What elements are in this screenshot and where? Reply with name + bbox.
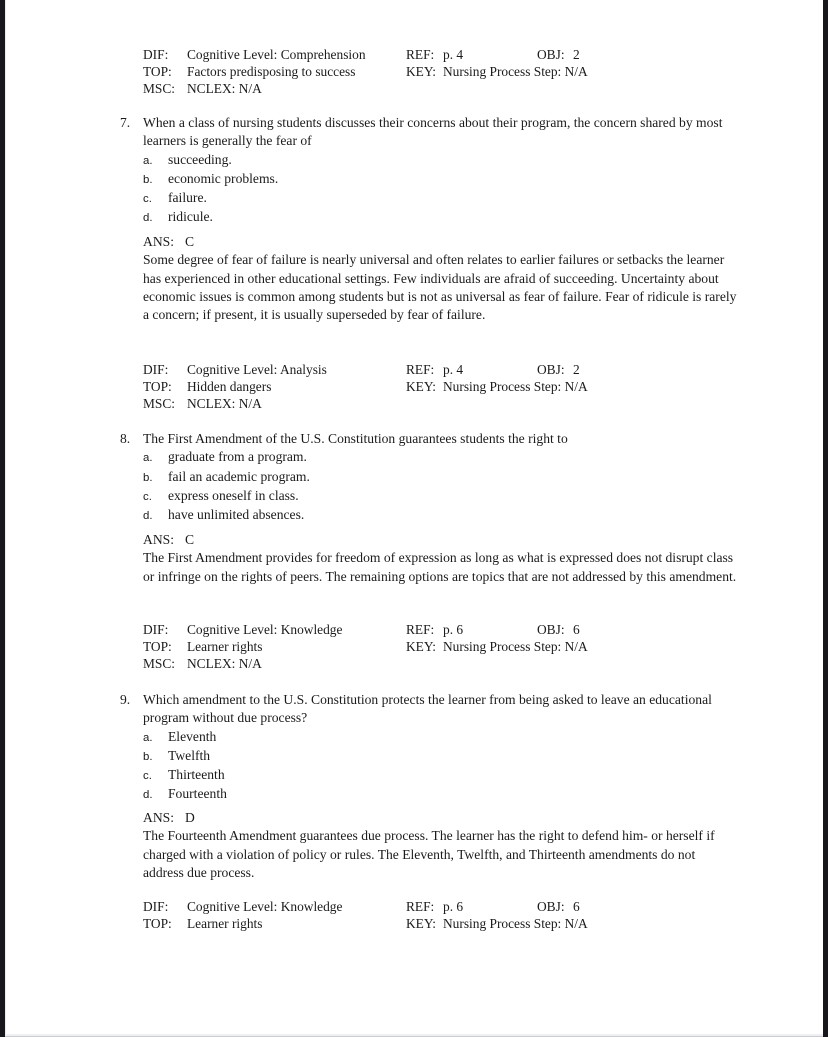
msc-label: MSC:	[143, 656, 176, 672]
option-text: Fourteenth	[168, 786, 227, 802]
answer-option	[143, 487, 739, 506]
ans-label: ANS:	[143, 810, 174, 825]
question-stem: When a class of nursing students discusses their concerns about their program, the concern shared by most learners is generally the fear of	[143, 115, 723, 149]
top-label: TOP:	[143, 916, 172, 932]
metadata-line	[143, 639, 828, 656]
metadata-line	[143, 622, 828, 639]
answer-line	[143, 809, 739, 827]
ref-label: REF:	[406, 362, 435, 377]
option-text: have unlimited absences.	[168, 507, 305, 523]
key-label: KEY:	[406, 639, 437, 655]
option-text: express oneself in class.	[168, 487, 299, 503]
answer-option	[143, 766, 739, 785]
msc-label: MSC:	[143, 81, 176, 97]
question-8	[0, 430, 828, 525]
rationale: The First Amendment provides for freedom of expression as long as what is expressed does not disrupt class or infringe on the rights of peers. The remaining options are topics that are not addressed by this amendment.	[143, 550, 737, 584]
option-text: Thirteenth	[168, 767, 225, 783]
metadata-line	[143, 47, 828, 64]
obj-label: OBJ:	[537, 47, 565, 62]
ref-value: p. 4	[443, 47, 464, 62]
answer-option	[143, 747, 739, 766]
dif-label: DIF:	[143, 47, 169, 62]
answer-line	[143, 531, 739, 549]
question-8-answer	[143, 531, 739, 586]
obj-value: 2	[573, 47, 580, 62]
ans-label: ANS:	[143, 532, 174, 547]
option-letter: b.	[143, 173, 153, 186]
ref-label: REF:	[406, 622, 435, 637]
answer-option	[143, 151, 739, 170]
answer-option	[143, 785, 739, 804]
dif-value: Cognitive Level: Knowledge	[187, 899, 343, 914]
metadata-line	[143, 916, 828, 933]
answer-line	[143, 233, 739, 251]
option-letter: d.	[143, 212, 153, 225]
question-9-answer	[143, 809, 739, 882]
answer-option	[143, 728, 739, 747]
metadata-line	[143, 656, 828, 673]
key-value: Nursing Process Step: N/A	[443, 639, 588, 655]
option-text: economic problems.	[168, 170, 279, 186]
metadata-line	[143, 81, 828, 98]
rationale: Some degree of fear of failure is nearly universal and often relates to earlier failures or setbacks the learner has experienced in other educational settings. Few individuals are afraid of succeeding. Uncertainty about economic issues is common among students but is not as universal as fear of failure. Fear of ridicule is rarely a concern; if present, it is usually superseded by fear of failure.	[143, 252, 737, 323]
dif-value: Cognitive Level: Knowledge	[187, 622, 343, 637]
question-6-metadata	[0, 47, 828, 99]
ans-value: C	[185, 532, 195, 547]
answer-option	[143, 506, 739, 525]
question-7	[0, 114, 828, 228]
ans-label: ANS:	[143, 234, 174, 249]
msc-value: NCLEX: N/A	[187, 81, 262, 97]
rationale: The Fourteenth Amendment guarantees due process. The learner has the right to defend him- or herself if charged with a violation of policy or rules. The Eleventh, Twelfth, and Thirteenth amendments do not address due process.	[143, 828, 715, 880]
msc-label: MSC:	[143, 396, 176, 412]
question-stem: The First Amendment of the U.S. Constitution guarantees students the right to	[143, 431, 568, 446]
dif-label: DIF:	[143, 622, 169, 637]
top-value: Factors predisposing to success	[187, 64, 356, 80]
ref-label: REF:	[406, 899, 435, 914]
key-value: Nursing Process Step: N/A	[443, 916, 588, 932]
key-value: Nursing Process Step: N/A	[443, 379, 588, 395]
question-7-metadata	[0, 362, 828, 414]
option-text: graduate from a program.	[168, 449, 307, 465]
question-8-metadata	[0, 622, 828, 674]
answer-option	[143, 170, 739, 189]
answer-option	[143, 448, 739, 467]
dif-label: DIF:	[143, 899, 169, 914]
answer-option	[143, 208, 739, 227]
option-text: succeeding.	[168, 151, 232, 167]
obj-label: OBJ:	[537, 362, 565, 377]
ref-label: REF:	[406, 47, 435, 62]
option-letter: b.	[143, 471, 153, 484]
answer-option	[143, 468, 739, 487]
option-text: failure.	[168, 190, 207, 206]
question-number: 7.	[120, 115, 131, 130]
option-letter: c.	[143, 770, 152, 783]
ans-value: C	[185, 234, 195, 249]
ref-value: p. 4	[443, 362, 464, 377]
dif-label: DIF:	[143, 362, 169, 377]
top-value: Hidden dangers	[187, 379, 272, 395]
ans-value: D	[185, 810, 195, 825]
msc-value: NCLEX: N/A	[187, 656, 262, 672]
question-stem: Which amendment to the U.S. Constitution protects the learner from being asked to leave an educational program without due process?	[143, 692, 712, 726]
obj-value: 6	[573, 899, 580, 914]
option-letter: d.	[143, 789, 153, 802]
option-letter: c.	[143, 193, 152, 206]
option-text: Twelfth	[168, 747, 211, 763]
option-letter: a.	[143, 154, 153, 167]
key-value: Nursing Process Step: N/A	[443, 64, 588, 80]
option-letter: c.	[143, 490, 152, 503]
dif-value: Cognitive Level: Analysis	[187, 362, 327, 377]
top-label: TOP:	[143, 379, 172, 395]
key-label: KEY:	[406, 64, 437, 80]
key-label: KEY:	[406, 379, 437, 395]
obj-label: OBJ:	[537, 622, 565, 637]
answer-option	[143, 189, 739, 208]
top-label: TOP:	[143, 639, 172, 655]
option-letter: b.	[143, 750, 153, 763]
question-number: 8.	[120, 431, 131, 446]
option-text: fail an academic program.	[168, 468, 310, 484]
question-9	[0, 691, 828, 805]
obj-value: 2	[573, 362, 580, 377]
top-value: Learner rights	[187, 916, 263, 932]
top-value: Learner rights	[187, 639, 263, 655]
option-letter: a.	[143, 731, 153, 744]
ref-value: p. 6	[443, 899, 464, 914]
metadata-line	[143, 396, 828, 413]
key-label: KEY:	[406, 916, 437, 932]
metadata-line	[143, 64, 828, 81]
dif-value: Cognitive Level: Comprehension	[187, 47, 366, 62]
question-number: 9.	[120, 692, 131, 707]
top-label: TOP:	[143, 64, 172, 80]
option-letter: a.	[143, 452, 153, 465]
ref-value: p. 6	[443, 622, 464, 637]
metadata-line	[143, 362, 828, 379]
metadata-line	[143, 899, 828, 916]
msc-value: NCLEX: N/A	[187, 396, 262, 412]
option-text: Eleventh	[168, 728, 217, 744]
metadata-line	[143, 379, 828, 396]
option-letter: d.	[143, 510, 153, 523]
obj-value: 6	[573, 622, 580, 637]
question-9-metadata	[0, 899, 828, 933]
obj-label: OBJ:	[537, 899, 565, 914]
question-7-answer	[143, 233, 739, 324]
option-text: ridicule.	[168, 209, 213, 225]
